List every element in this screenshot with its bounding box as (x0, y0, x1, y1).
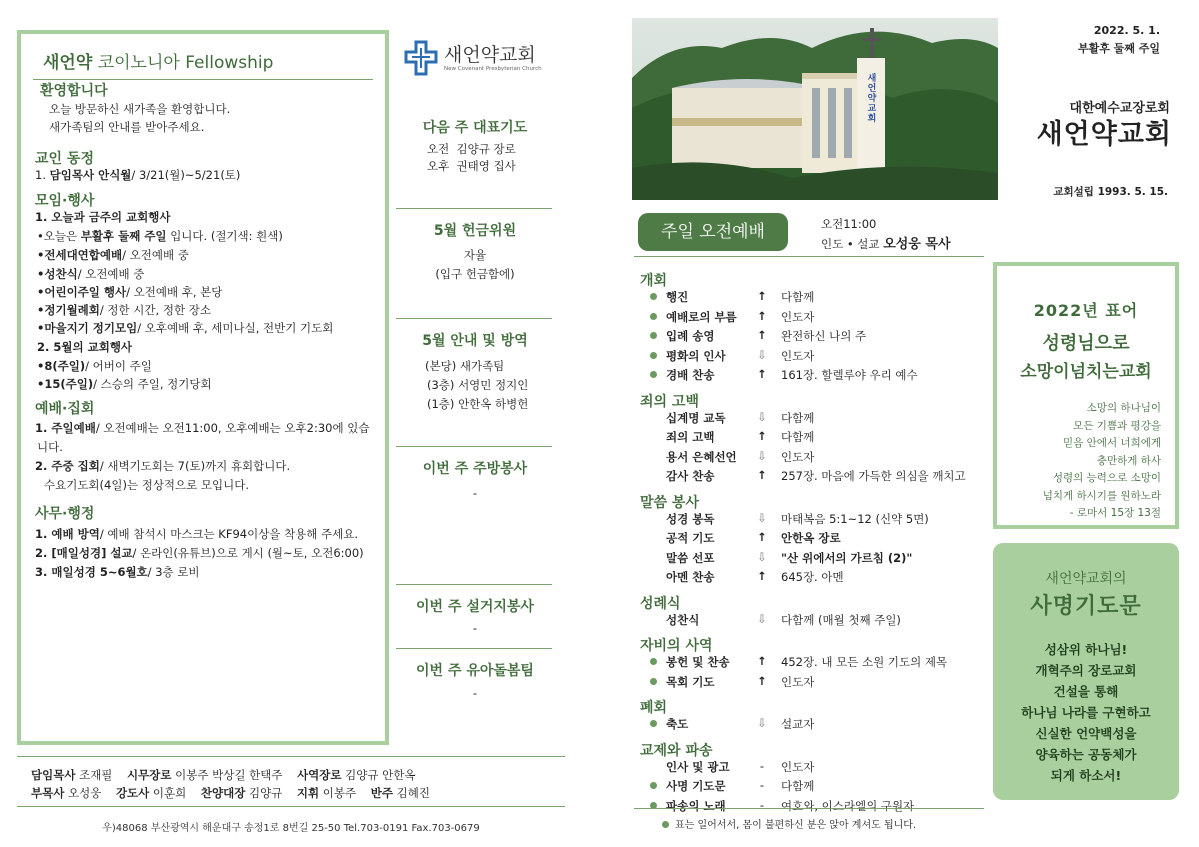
order-item-detail: 다함께 (781, 779, 815, 793)
member-news-heading: 교인 동정 (35, 151, 94, 167)
order-item-detail: "산 위에서의 가르침 (2)" (781, 550, 913, 565)
event-item: •어린이주일 행사/ 오전예배 후, 본당 (37, 285, 223, 299)
welcome-line-1: 오늘 방문하신 새가족을 환영합니다. (49, 102, 231, 116)
sit-down-arrow-icon: ⇩ (757, 549, 767, 564)
staff-top-rule (17, 756, 565, 757)
event-item: •정기월례회/ 정한 시간, 정한 장소 (37, 303, 211, 317)
gathering-line-2-cont: 수요기도회(4일)는 정상적으로 모입니다. (44, 478, 249, 492)
order-item-detail: 161장. 할렐루야 우리 예수 (781, 368, 918, 382)
event-item: •성찬식/ 오전예배 중 (37, 267, 145, 281)
stand-up-arrow-icon: ↑ (757, 569, 767, 583)
order-section-heading: 자비의 사역 (640, 638, 713, 654)
mission-line: 신실한 언약백성을 (1035, 726, 1137, 741)
mission-heading-small: 새언약교회의 (1045, 571, 1127, 587)
order-item-detail: 설교자 (781, 717, 815, 731)
sit-down-arrow-icon: ⇩ (757, 448, 767, 463)
worship-top-rule (634, 256, 984, 257)
stand-up-arrow-icon: ↑ (757, 289, 767, 303)
event-item: •오늘은 부활후 둘째 주일 입니다. (절기색: 흰색) (37, 229, 283, 243)
prayer-pm: 오후 권태영 집사 (427, 159, 516, 173)
worship-gathering-heading: 예배·집회 (35, 401, 95, 417)
order-item-name: 아멘 찬송 (666, 570, 715, 584)
stand-up-arrow-icon: ↑ (757, 673, 767, 688)
stand-up-arrow-icon: ↑ (757, 530, 767, 544)
staff-row-2: 부목사 오성웅 강도사 이훈희 찬양대장 김양규 지휘 이봉주 반주 김혜진 (31, 786, 430, 800)
staff-bottom-rule (17, 806, 565, 807)
order-item-detail: 인도자 (781, 674, 815, 689)
order-item-detail: 인도자 (781, 309, 815, 324)
order-item-detail: 여호와, 이스라엘의 구원자 (781, 798, 915, 813)
mission-line: 양육하는 공동체가 (1035, 747, 1137, 762)
order-section-heading: 폐회 (640, 700, 668, 716)
order-item-name: 십계명 교독 (666, 410, 726, 425)
stand-up-arrow-icon: ↑ (757, 367, 767, 381)
bullet-icon (650, 352, 657, 359)
motto-line-2: 소망이넘치는교회 (1020, 362, 1152, 382)
sit-down-arrow-icon: ⇩ (757, 409, 767, 424)
admin-heading: 사무·행정 (35, 506, 95, 522)
order-item-detail: 다함께 (781, 410, 815, 425)
order-section-heading: 죄의 고백 (640, 393, 699, 410)
worship-leader: 인도 • 설교 오성웅 목사 (821, 237, 951, 252)
next-prayer-heading: 다음 주 대표기도 (422, 120, 528, 136)
worship-title-pill: 주일 오전예배 (638, 213, 788, 251)
divider (396, 584, 552, 585)
bullet-icon (650, 720, 657, 727)
guide-heading: 5월 안내 및 방역 (422, 333, 528, 349)
mission-line: 건설을 통해 (1053, 684, 1119, 699)
sit-down-arrow-icon: ⇩ (757, 510, 767, 525)
order-item-name: 공적 기도 (666, 531, 715, 545)
nursery-heading: 이번 주 유아돌봄팀 (416, 663, 534, 679)
mission-lines (993, 639, 1179, 786)
verse-line: 믿음 안에서 너희에게 (1063, 437, 1161, 449)
order-item-detail: 452장. 내 모든 소원 기도의 제목 (781, 655, 948, 669)
building-sign: 새언약교회 (867, 74, 877, 124)
divider (396, 446, 552, 447)
order-section-heading: 교제와 파송 (640, 742, 713, 759)
mission-line: 되게 하소서! (1050, 768, 1122, 783)
order-item-name: 경배 찬송 (666, 368, 715, 382)
events-sub-1: 1. 오늘과 금주의 교회행사 (35, 210, 171, 224)
motto-box (993, 262, 1179, 529)
order-section-heading: 개회 (640, 273, 668, 289)
bullet-icon (662, 821, 669, 828)
sit-down-arrow-icon: ⇩ (757, 611, 767, 626)
cover-date: 2022. 5. 1. (1093, 24, 1160, 37)
divider (396, 318, 552, 319)
cover-sunday: 부활후 둘째 주일 (1077, 42, 1160, 55)
order-item-name: 성경 봉독 (666, 511, 715, 526)
worship-bottom-rule (634, 808, 984, 809)
motto-line-1: 성령님으로 (1042, 333, 1130, 354)
order-item-detail: 인도자 (781, 759, 815, 774)
dash-icon: - (759, 778, 765, 792)
dishes-heading: 이번 주 설거지봉사 (416, 599, 534, 615)
bullet-icon (650, 313, 657, 320)
order-item-name: 말씀 선포 (666, 550, 715, 565)
dash-icon: - (759, 797, 765, 812)
logo-name: 새언약교회 (444, 44, 536, 66)
admin-line-2: 2. [매일성경] 설교/ 온라인(유튜브)으로 게시 (월~토, 오전6:00) (35, 546, 364, 560)
welcome-heading: 환영합니다 (40, 83, 108, 99)
kitchen-heading: 이번 주 주방봉사 (422, 461, 528, 477)
verse-line: - 로마서 15장 13절 (1069, 507, 1161, 519)
admin-line-1: 1. 예배 방역/ 예배 참석시 마스크는 KF94이상을 착용해 주세요. (35, 527, 359, 541)
divider (396, 648, 552, 649)
order-item-name: 감사 찬송 (666, 469, 715, 483)
denomination: 대한예수교장로회 (1069, 101, 1170, 116)
mission-line: 하나님 나라를 구현하고 (1021, 705, 1151, 720)
guide-row: (1층) 안한옥 하병헌 (427, 397, 529, 411)
mission-line: 성삼위 하나님! (1044, 642, 1128, 657)
verse-line: 넘치게 하시기를 원하노라 (1042, 489, 1161, 502)
address: 우)48068 부산광역시 해운대구 송정1로 8번길 25-50 Tel.703-0191 Fax.703-0679 (102, 823, 480, 834)
order-item-name: 평화의 인사 (666, 348, 726, 363)
sit-down-arrow-icon: ⇩ (757, 716, 767, 730)
founded: 교회설립 1993. 5. 15. (1053, 186, 1168, 198)
bullet-icon (650, 371, 657, 378)
events-sub-2: 2. 5월의 교회행사 (37, 340, 133, 354)
gathering-line-2: 2. 주중 집회/ 새벽기도회는 7(토)까지 휴회합니다. (35, 459, 291, 473)
guide-row: (3층) 서영민 정지인 (427, 378, 529, 392)
order-item-name: 입례 송영 (666, 329, 715, 343)
verse-line: 충만하게 하사 (1096, 454, 1161, 467)
mission-heading-big: 사명기도문 (1030, 594, 1142, 619)
welcome-line-2: 새가족팀의 안내를 받아주세요. (49, 120, 205, 134)
stand-up-arrow-icon: ↑ (757, 308, 767, 323)
worship-time: 오전11:00 (821, 217, 877, 231)
fellowship-title: 새언약 코이노니아 Fellowship (43, 53, 274, 73)
cross-logo-icon (404, 40, 438, 76)
church-name: 새언약교회 (1036, 119, 1172, 150)
stand-up-arrow-icon: ↑ (757, 654, 767, 668)
stand-up-arrow-icon: ↑ (757, 429, 767, 443)
member-news-line: 1. 담임목사 안식월/ 3/21(월)~5/21(토) (35, 168, 241, 182)
bullet-icon (650, 782, 657, 789)
event-item: •15(주일)/ 스승의 주일, 정기당회 (37, 377, 212, 391)
staff-row-1: 담임목사 조재필 시무장로 이봉주 박상길 한택주 사역장로 김양규 안한옥 (31, 768, 416, 782)
order-item-name: 목회 기도 (666, 674, 715, 689)
order-item-name: 사명 기도문 (666, 779, 726, 793)
motto-verse (1043, 400, 1161, 523)
order-section-heading: 성례식 (640, 595, 681, 612)
order-item-detail: 안한옥 장로 (781, 531, 841, 545)
stand-up-arrow-icon: ↑ (757, 468, 767, 482)
verse-line: 성령의 능력으로 소망이 (1052, 472, 1161, 484)
order-item-name: 봉헌 및 찬송 (666, 655, 730, 669)
admin-line-3: 3. 매일성경 5~6월호/ 3층 로비 (35, 565, 200, 579)
church-building-photo (632, 18, 998, 200)
guide-row: (본당) 새가족팀 (425, 359, 505, 373)
stand-up-arrow-icon: ↑ (757, 328, 767, 342)
offering-line-1: 자율 (463, 248, 487, 262)
event-item: •전세대연합예배/ 오전예배 중 (37, 248, 189, 262)
order-item-name: 성찬식 (666, 612, 700, 627)
order-section-heading: 말씀 봉사 (640, 494, 699, 511)
dash-icon: - (759, 758, 765, 773)
verse-line: 소망의 하나님이 (1086, 402, 1161, 414)
bullet-icon (650, 658, 657, 665)
event-item: •마을지기 정기모임/ 오후예배 후, 세미나실, 전반기 기도회 (37, 321, 334, 335)
nursery-value: - (472, 686, 478, 700)
church-logo (404, 38, 554, 78)
motto-year: 2022년 표어 (1033, 301, 1139, 320)
bullet-icon (650, 332, 657, 339)
order-item-detail: 마태복음 5:1~12 (신약 5면) (781, 511, 929, 526)
logo-english: New Covenant Presbyterian Church (444, 66, 542, 72)
prayer-am: 오전 김양규 장로 (427, 142, 516, 156)
order-item-name: 파송의 노래 (666, 798, 726, 813)
church-building-image (632, 18, 998, 200)
order-item-name: 예배로의 부름 (666, 309, 737, 324)
order-item-detail: 인도자 (781, 348, 815, 363)
order-item-name: 인사 및 광고 (666, 759, 730, 774)
order-item-detail: 다함께 (781, 290, 815, 304)
sit-down-arrow-icon: ⇩ (757, 347, 767, 362)
order-item-detail: 645장. 아멘 (781, 570, 844, 584)
order-item-name: 축도 (666, 717, 689, 731)
event-item: •8(주일)/ 어버이 주일 (37, 359, 152, 373)
divider (396, 208, 552, 209)
mission-line: 개혁주의 장로교회 (1035, 663, 1137, 678)
bullet-icon (650, 293, 657, 300)
offering-line-2: (입구 헌금함에) (435, 267, 515, 281)
mission-prayer-box (993, 543, 1179, 800)
order-item-name: 용서 은혜선언 (666, 449, 737, 464)
verse-line: 모든 기쁨과 평강을 (1073, 419, 1161, 432)
bullet-icon (650, 678, 657, 685)
order-item-detail: 다함께 (781, 430, 815, 444)
footnote: 표는 일어서서, 몸이 불편하신 분은 앉아 계셔도 됩니다. (662, 816, 916, 831)
dishes-value: - (472, 621, 478, 635)
order-item-detail: 완전하신 나의 주 (781, 329, 867, 343)
kitchen-value: - (472, 486, 478, 500)
gathering-line-1: 1. 주일예배/ 오전예배는 오전11:00, 오후예배는 오후2:30에 있습 (35, 421, 370, 435)
order-item-detail: 257장. 마음에 가득한 의심을 깨치고 (781, 469, 966, 483)
events-heading: 모임·행사 (35, 193, 95, 209)
order-item-detail: 다함께 (매월 첫째 주일) (781, 612, 901, 627)
offering-heading: 5월 헌금위원 (433, 223, 517, 239)
order-item-detail: 인도자 (781, 449, 815, 464)
order-item-name: 죄의 고백 (666, 430, 715, 444)
order-item-name: 행진 (666, 290, 689, 304)
gathering-line-1-cont: 니다. (37, 440, 63, 454)
